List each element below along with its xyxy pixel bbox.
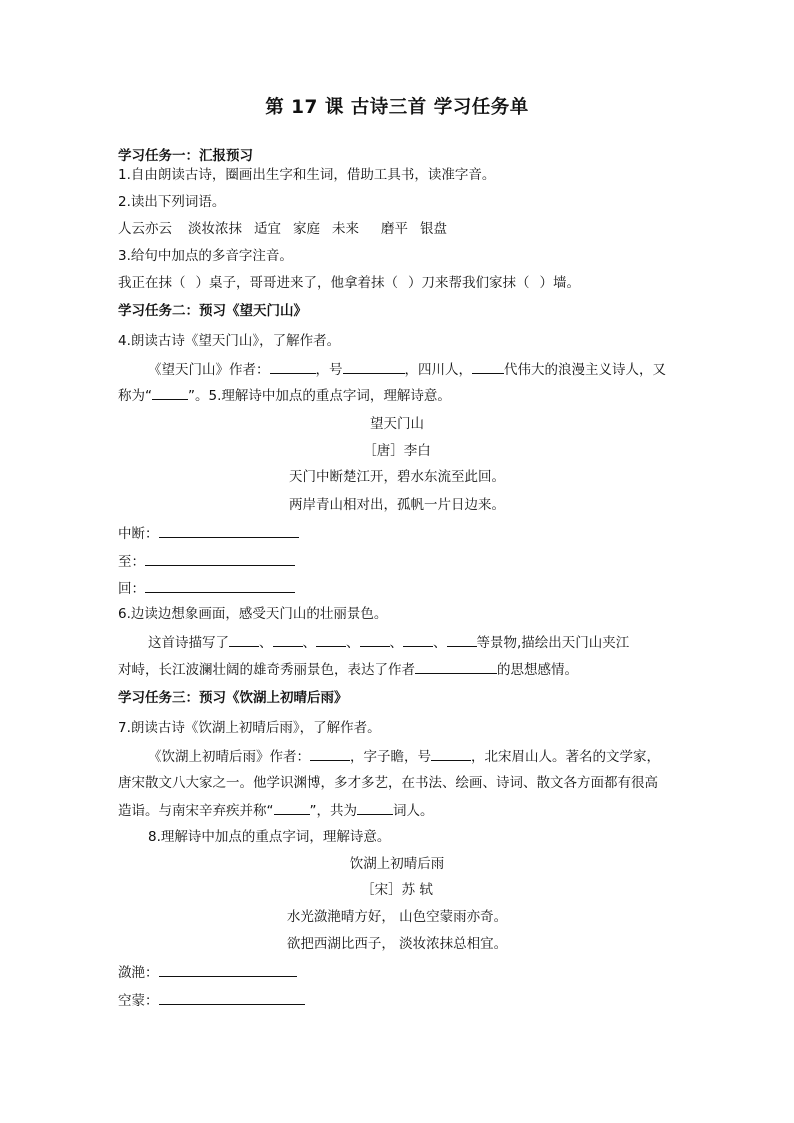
poem1-author: ［唐］李白 (363, 443, 431, 459)
vocab-answer-blank[interactable] (145, 578, 295, 593)
word-item: 银盘 (420, 221, 447, 237)
author2-intro-line3: 造诣。与南宋辛弃疾并称“ ”，共为 词人。 (118, 800, 434, 821)
vocab-answer-blank[interactable] (159, 990, 305, 1005)
author-intro-line2: 称为“ ”。5.理解诗中加点的重点字词，理解诗意。 (118, 385, 451, 406)
question-3: 3.给句中加点的多音字注音。 (118, 248, 293, 264)
task1-heading: 学习任务一：汇报预习 (118, 148, 253, 164)
dynasty-blank[interactable] (472, 359, 504, 374)
author-name-blank[interactable] (270, 359, 316, 374)
scene-blank[interactable] (360, 632, 390, 647)
word-item: 人云亦云 (118, 221, 172, 237)
task2-heading: 学习任务二：预习《望天门山》 (118, 303, 307, 319)
vocab-row: 中断： (118, 523, 299, 544)
question-7: 7.朗读古诗《饮湖上初晴后雨》，了解作者。 (118, 720, 381, 736)
poem2-line: 欲把西湖比西子， 淡妆浓抹总相宜。 (286, 936, 508, 952)
word-item: 淡妆浓抹 (188, 221, 242, 237)
question-4: 4.朗读古诗《望天门山》，了解作者。 (118, 333, 341, 349)
author-title-blank[interactable] (343, 359, 405, 374)
scene-blank[interactable] (229, 632, 259, 647)
poem2-author: ［宋］苏 轼 (361, 882, 433, 898)
vocab-row: 回： (118, 578, 295, 599)
scene-blank[interactable] (273, 632, 303, 647)
author2-name-blank[interactable] (310, 746, 350, 761)
vocab-answer-blank[interactable] (145, 551, 295, 566)
vocab-row: 至： (118, 551, 295, 572)
scene-blank[interactable] (316, 632, 346, 647)
page-title: 第 17 课 古诗三首 学习任务单 (265, 97, 529, 118)
author2-intro-line1: 《饮湖上初晴后雨》作者： ，字子瞻，号 ，北宋眉山人。著名的文学家， (148, 746, 660, 767)
question-6-line2: 对峙，长江波澜壮阔的雄奇秀丽景色，表达了作者 的思想感情。 (118, 659, 578, 680)
word-item: 家庭 (293, 221, 320, 237)
question-1: 1.自由朗读古诗，圈画出生字和生词，借助工具书，读准字音。 (118, 167, 496, 183)
question-8: 8.理解诗中加点的重点字词，理解诗意。 (148, 829, 391, 845)
vocab-row: 空蒙： (118, 990, 305, 1011)
word-item: 适宜 (254, 221, 281, 237)
task3-heading: 学习任务三：预习《饮湖上初晴后雨》 (118, 690, 348, 706)
author2-title-blank[interactable] (431, 746, 471, 761)
poem2-title: 饮湖上初晴后雨 (349, 856, 445, 872)
poetry-style-blank[interactable] (357, 800, 393, 815)
word-item: 磨平 (381, 221, 408, 237)
scene-blank[interactable] (403, 632, 433, 647)
poem1-line: 天门中断楚江开，碧水东流至此回。 (289, 469, 505, 485)
author2-intro-line2: 唐宋散文八大家之一。他学识渊博，多才多艺，在书法、绘画、诗词、散文各方面都有很高 (118, 775, 658, 791)
paired-name-blank[interactable] (274, 800, 310, 815)
word-item: 未来 (332, 221, 359, 237)
feeling-blank[interactable] (415, 659, 497, 674)
nickname-blank[interactable] (152, 385, 188, 400)
question-3-sentence: 我正在抹（ ）桌子，哥哥进来了，他拿着抹（ ）刀来帮我们家抹（ ）墙。 (118, 275, 580, 291)
question-2: 2.读出下列词语。 (118, 194, 226, 210)
poem2-line: 水光潋滟晴方好， 山色空蒙雨亦奇。 (286, 909, 508, 925)
vocab-answer-blank[interactable] (159, 962, 297, 977)
question-6-line1: 这首诗描写了 、 、 、 、 、 等景物,描绘出天门山夹江 (148, 632, 629, 653)
scene-blank[interactable] (447, 632, 477, 647)
question-6: 6.边读边想象画面，感受天门山的壮丽景色。 (118, 606, 388, 622)
vocab-row: 潋滟： (118, 962, 297, 983)
author-intro-line1: 《望天门山》作者： ，号 ，四川人， 代伟大的浪漫主义诗人，又 (148, 359, 666, 380)
poem1-title: 望天门山 (370, 416, 424, 432)
poem1-line: 两岸青山相对出，孤帆一片日边来。 (289, 497, 505, 513)
vocab-answer-blank[interactable] (159, 523, 299, 538)
word-list (118, 219, 447, 239)
